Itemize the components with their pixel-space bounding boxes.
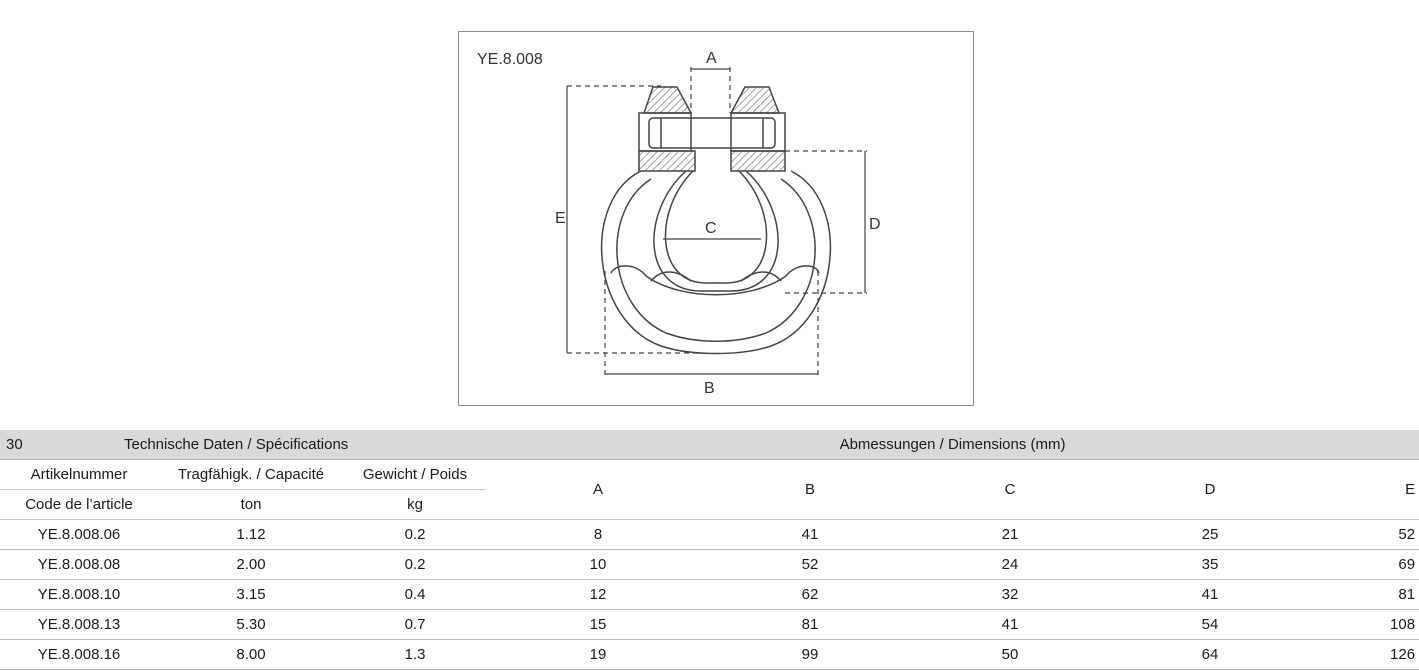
spec-title: Technische Daten / Spécifications xyxy=(124,436,349,453)
cell-a: 19 xyxy=(486,640,710,670)
cell-c: 41 xyxy=(910,610,1110,640)
table-row xyxy=(0,550,1419,580)
cell-d: 25 xyxy=(1110,520,1310,550)
cell-b: 81 xyxy=(710,610,910,640)
table-body xyxy=(0,520,1419,670)
dim-label-c: C xyxy=(705,220,717,237)
cell-capacity: 8.00 xyxy=(158,640,344,670)
cell-e: 126 xyxy=(1310,640,1419,670)
cell-c: 21 xyxy=(910,520,1110,550)
cell-weight: 0.2 xyxy=(344,550,486,580)
col-a: A xyxy=(486,460,710,520)
cell-d: 54 xyxy=(1110,610,1310,640)
cell-code: YE.8.008.10 xyxy=(0,580,158,610)
col-weight: Gewicht / Poids xyxy=(344,460,486,490)
dim-label-d: D xyxy=(869,216,881,233)
cell-c: 24 xyxy=(910,550,1110,580)
cell-code: YE.8.008.06 xyxy=(0,520,158,550)
cell-weight: 0.2 xyxy=(344,520,486,550)
spec-table xyxy=(0,430,1419,670)
cell-code: YE.8.008.16 xyxy=(0,640,158,670)
cell-c: 50 xyxy=(910,640,1110,670)
cell-capacity: 2.00 xyxy=(158,550,344,580)
table-row xyxy=(0,580,1419,610)
cell-code: YE.8.008.13 xyxy=(0,610,158,640)
spec-title-cell xyxy=(0,430,486,460)
cell-a: 8 xyxy=(486,520,710,550)
cell-e: 52 xyxy=(1310,520,1419,550)
dimension-guides xyxy=(567,67,867,376)
cell-d: 41 xyxy=(1110,580,1310,610)
col-capacity: Tragfähigk. / Capacité xyxy=(158,460,344,490)
cell-e: 108 xyxy=(1310,610,1419,640)
cell-weight: 0.7 xyxy=(344,610,486,640)
cell-d: 35 xyxy=(1110,550,1310,580)
table-row xyxy=(0,520,1419,550)
cell-capacity: 5.30 xyxy=(158,610,344,640)
col-b: B xyxy=(710,460,910,520)
col-article-de: Artikelnummer xyxy=(0,460,158,490)
shackle-drawing xyxy=(459,32,975,407)
drawing-code: YE.8.008 xyxy=(477,51,543,68)
page-number: 30 xyxy=(6,436,23,453)
technical-drawing xyxy=(458,31,974,406)
cell-weight: 0.4 xyxy=(344,580,486,610)
col-e: E xyxy=(1310,460,1419,520)
cell-weight: 1.3 xyxy=(344,640,486,670)
cell-capacity: 3.15 xyxy=(158,580,344,610)
col-article-fr: Code de l’article xyxy=(0,490,158,520)
hatched-jaws xyxy=(639,87,785,171)
dim-label-a: A xyxy=(706,50,717,67)
cell-a: 10 xyxy=(486,550,710,580)
table-row xyxy=(0,610,1419,640)
dim-label-e: E xyxy=(555,210,566,227)
col-weight-unit: kg xyxy=(344,490,486,520)
col-d: D xyxy=(1110,460,1310,520)
col-capacity-unit: ton xyxy=(158,490,344,520)
cell-capacity: 1.12 xyxy=(158,520,344,550)
dim-label-b: B xyxy=(704,380,715,397)
cell-b: 41 xyxy=(710,520,910,550)
cell-e: 69 xyxy=(1310,550,1419,580)
shackle-outline xyxy=(602,171,831,354)
header-row-1 xyxy=(0,460,1419,490)
table-title-row xyxy=(0,430,1419,460)
cell-a: 15 xyxy=(486,610,710,640)
cell-a: 12 xyxy=(486,580,710,610)
cell-b: 52 xyxy=(710,550,910,580)
cell-b: 62 xyxy=(710,580,910,610)
dims-title: Abmessungen / Dimensions (mm) xyxy=(486,430,1419,460)
cell-e: 81 xyxy=(1310,580,1419,610)
cell-code: YE.8.008.08 xyxy=(0,550,158,580)
cell-c: 32 xyxy=(910,580,1110,610)
table-row xyxy=(0,640,1419,670)
cell-d: 64 xyxy=(1110,640,1310,670)
cell-b: 99 xyxy=(710,640,910,670)
col-c: C xyxy=(910,460,1110,520)
